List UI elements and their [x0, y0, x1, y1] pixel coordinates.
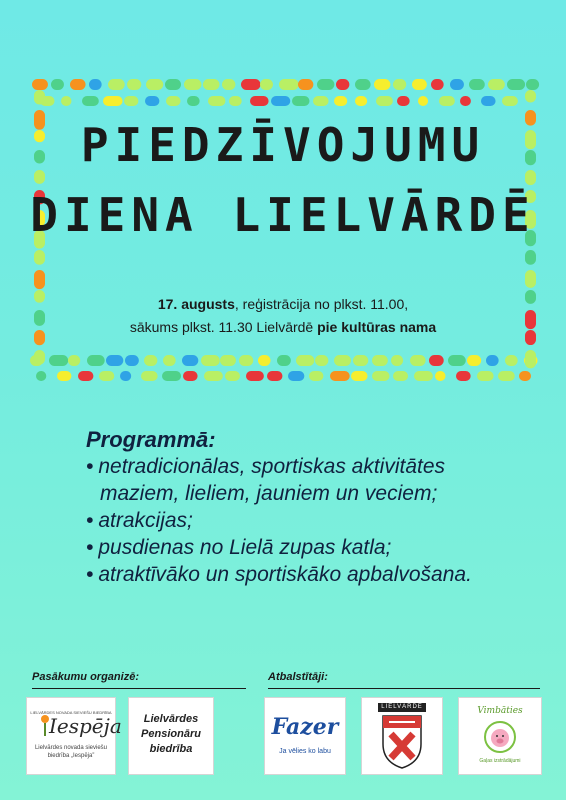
frame-dot: [125, 355, 139, 366]
frame-dot: [162, 371, 181, 381]
frame-dot: [277, 355, 291, 366]
frame-dot: [68, 355, 80, 366]
program-item: • netradicionālas, sportiskas aktivitātes: [86, 455, 446, 478]
vimbaties-logo: [458, 697, 542, 775]
frame-dot: [525, 270, 536, 288]
pig-icon: [483, 720, 517, 754]
frame-dot: [296, 355, 314, 366]
start-text: sākums plkst. 11.30 Lielvārdē: [129, 319, 318, 335]
frame-dot: [201, 355, 220, 366]
frame-dot: [488, 79, 505, 90]
iespeja-logo: [26, 697, 122, 775]
frame-dot: [32, 79, 48, 90]
coat-of-arms-icon: [381, 714, 423, 770]
program-item-text: pusdienas no Lielā zupas katla;: [98, 536, 392, 559]
frame-dot: [258, 355, 271, 366]
frame-dot: [36, 371, 46, 381]
frame-dot: [57, 371, 71, 381]
frame-dot: [334, 96, 347, 106]
frame-dot: [330, 371, 350, 381]
frame-dot: [89, 79, 102, 90]
frame-dot: [141, 371, 158, 381]
frame-dot: [486, 355, 499, 366]
program-item-text: maziem, lieliem, jauniem un veciem;: [100, 482, 438, 505]
frame-dot: [505, 355, 518, 366]
frame-dot: [250, 96, 269, 106]
supporters-divider: [268, 688, 540, 689]
frame-dot: [469, 79, 485, 90]
program-item: • pusdienas no Lielā zupas katla;: [86, 536, 392, 559]
iespeja-name: Iespēja: [49, 714, 122, 738]
frame-dot: [279, 79, 299, 90]
frame-dot: [507, 79, 525, 90]
frame-dot: [70, 79, 86, 90]
frame-dot: [481, 96, 496, 106]
pensionaru-line2: Pensionāru: [141, 728, 201, 740]
frame-dot: [439, 96, 455, 106]
frame-dot: [412, 79, 427, 90]
frame-dot: [460, 96, 471, 106]
frame-dot: [220, 355, 236, 366]
pensionaru-line3: biedrība: [149, 743, 193, 755]
frame-dot: [87, 355, 105, 366]
event-date-line: [0, 296, 566, 312]
frame-dot: [260, 79, 273, 90]
lielvarde-name: LIELVĀRDE: [378, 703, 426, 712]
frame-dot: [99, 371, 114, 381]
frame-dot: [184, 79, 201, 90]
program-item: • atrakcijas;: [86, 509, 193, 532]
frame-dot: [525, 90, 536, 102]
frame-dot: [222, 79, 235, 90]
program-item: • atraktīvāko un sportiskāko apbalvošana.: [86, 563, 472, 586]
frame-dot: [355, 79, 371, 90]
title-line-2: DIENA LIELVĀRDĒ: [30, 188, 536, 242]
frame-dot: [525, 250, 536, 265]
frame-dot: [391, 355, 403, 366]
frame-dot: [429, 355, 444, 366]
frame-dot: [124, 96, 138, 106]
supporters-label: Atbalstītāji:: [268, 671, 328, 683]
frame-dot: [351, 371, 368, 381]
pensionaru-logo: [128, 697, 214, 775]
frame-dot: [183, 371, 198, 381]
program-item-text: atraktīvāko un sportiskāko apbalvošana.: [98, 563, 472, 586]
frame-dot: [292, 96, 309, 106]
frame-dot: [313, 96, 329, 106]
frame-dot: [267, 371, 282, 381]
frame-dot: [203, 79, 219, 90]
frame-dot: [288, 371, 304, 381]
frame-dot: [225, 371, 240, 381]
frame-dot: [309, 371, 323, 381]
iespeja-caption: Lielvārdes novada sieviešu biedrība „Iespēja”: [34, 745, 108, 759]
frame-dot: [229, 96, 242, 106]
frame-dot: [410, 355, 426, 366]
frame-dot: [397, 96, 410, 106]
program-item-continuation: [86, 480, 546, 507]
frame-dot: [208, 96, 225, 106]
frame-dot: [182, 355, 198, 366]
frame-dot: [298, 79, 313, 90]
lielvarde-coat-of-arms: [361, 697, 443, 775]
frame-dot: [418, 96, 428, 106]
frame-dot: [34, 350, 45, 365]
frame-dot: [435, 371, 446, 381]
frame-dot: [34, 250, 45, 265]
frame-dot: [393, 371, 408, 381]
frame-dot: [334, 355, 351, 366]
frame-dot: [144, 355, 157, 366]
program-item-text: atrakcijas;: [98, 509, 193, 532]
frame-dot: [450, 79, 464, 90]
frame-dot: [204, 371, 223, 381]
frame-dot: [246, 371, 264, 381]
frame-dot: [372, 371, 390, 381]
frame-dot: [108, 79, 125, 90]
organizers-label: Pasākumu organizē:: [32, 671, 139, 683]
frame-dot: [431, 79, 444, 90]
frame-dot: [355, 96, 367, 106]
frame-dot: [519, 371, 531, 381]
frame-dot: [78, 371, 93, 381]
iespeja-top-text: LIELVĀRDES NOVADA SIEVIEŠU BIEDRĪBA: [30, 710, 112, 715]
frame-dot: [146, 79, 163, 90]
frame-dot: [51, 79, 64, 90]
pensionaru-line1: Lielvārdes: [143, 713, 199, 725]
registration-text: , reģistrācija no plkst. 11.00,: [234, 296, 409, 312]
program-title: Programmā:: [86, 427, 216, 452]
frame-dot: [103, 96, 123, 106]
frame-dot: [127, 79, 141, 90]
frame-dot: [525, 170, 536, 185]
fazer-name: Fazer: [271, 714, 339, 740]
frame-dot: [502, 96, 518, 106]
frame-dot: [82, 96, 99, 106]
frame-dot: [163, 355, 176, 366]
event-start-line: [0, 319, 566, 335]
vimbaties-name: Vimbāties: [477, 706, 523, 716]
frame-dot: [414, 371, 433, 381]
frame-dot: [49, 355, 68, 366]
vimbaties-caption: Gaļas izstrādājumi: [479, 758, 521, 764]
frame-dot: [372, 355, 388, 366]
frame-dot: [336, 79, 349, 90]
frame-dot: [165, 79, 181, 90]
program-section: [86, 426, 546, 588]
frame-dot: [271, 96, 290, 106]
frame-dot: [34, 170, 45, 184]
event-place: pie kultūras nama: [317, 319, 437, 335]
fazer-slogan: Ja vēlies ko labu: [279, 748, 331, 755]
frame-dot: [34, 270, 45, 289]
frame-dot: [448, 355, 466, 366]
frame-dot: [61, 96, 71, 106]
frame-dot: [34, 90, 45, 105]
frame-dot: [106, 355, 123, 366]
frame-dot: [477, 371, 494, 381]
frame-dot: [456, 371, 471, 381]
frame-dot: [353, 355, 368, 366]
title-line-1: PIEDZĪVOJUMU: [80, 118, 486, 172]
program-item-text: netradicionālas, sportiskas aktivitātes: [98, 455, 446, 478]
frame-dot: [187, 96, 200, 106]
frame-dot: [376, 96, 393, 106]
frame-dot: [241, 79, 261, 90]
frame-dot: [239, 355, 253, 366]
event-date: 17. augusts: [157, 296, 235, 312]
frame-dot: [526, 79, 539, 90]
frame-dot: [120, 371, 131, 381]
frame-dot: [467, 355, 481, 366]
frame-dot: [166, 96, 181, 106]
organizers-divider: [32, 688, 246, 689]
frame-dot: [315, 355, 328, 366]
frame-dot: [145, 96, 159, 106]
frame-dot: [498, 371, 515, 381]
frame-dot: [525, 350, 536, 368]
frame-dot: [374, 79, 390, 90]
fazer-logo: [264, 697, 346, 775]
frame-dot: [393, 79, 406, 90]
pensionaru-text: [129, 712, 213, 757]
frame-dot: [317, 79, 334, 90]
